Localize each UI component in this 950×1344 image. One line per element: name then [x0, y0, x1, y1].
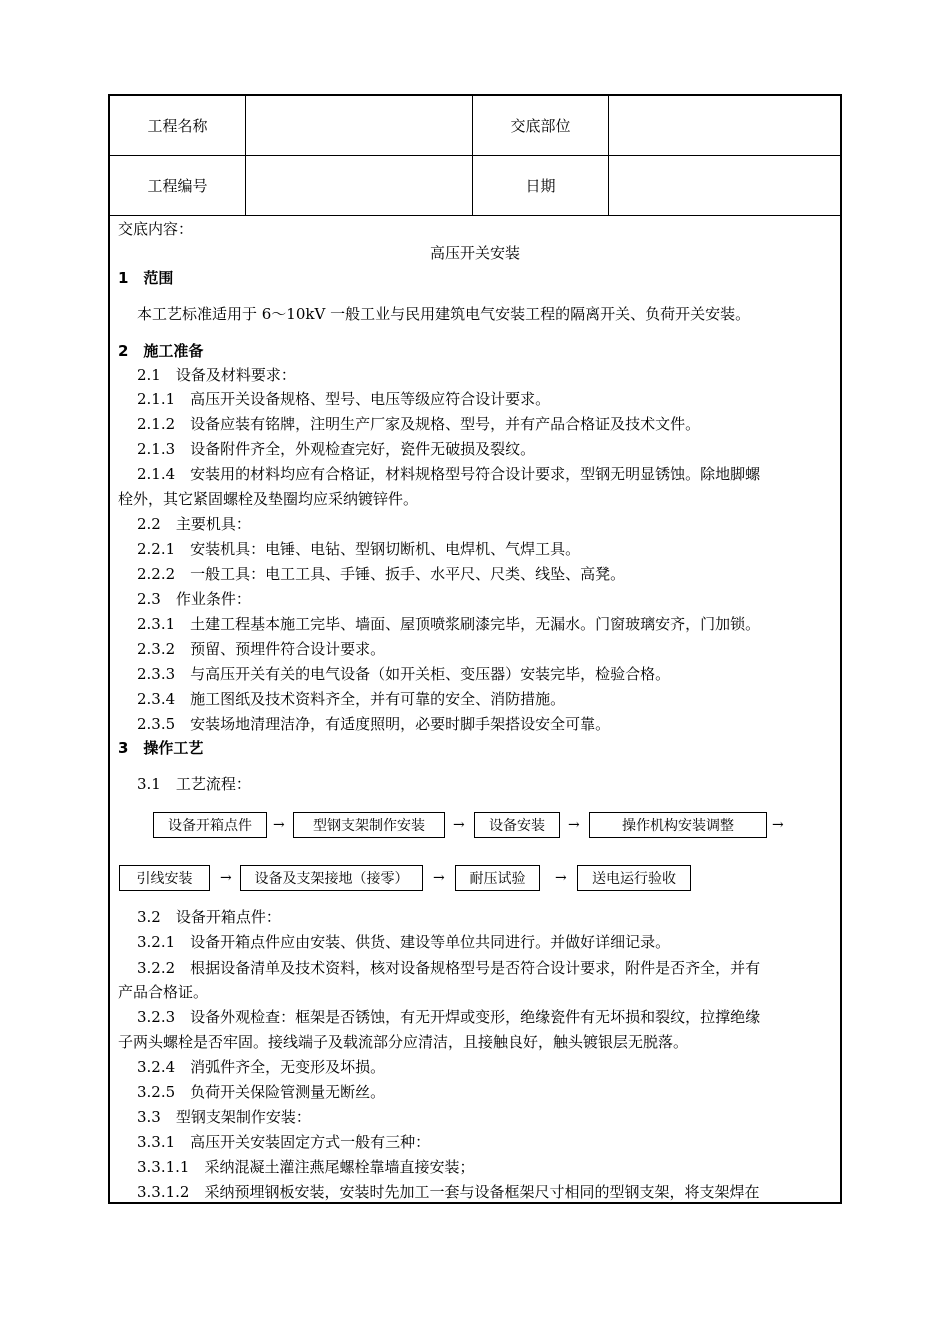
flow-step-unpack: 设备开箱点件 [153, 812, 267, 838]
item-2-3-4: 2.3.4 施工图纸及技术资料齐全，并有可靠的安全、消防措施。 [137, 690, 566, 708]
flow-step-leads: 引线安装 [119, 865, 210, 891]
flow-arrow-3: → [568, 817, 580, 833]
item-3-2-3-line-1: 3.2.3 设备外观检查：框架是否锈蚀，有无开焊或变形，绝缘瓷件有无坏损和裂纹，拉撑绝缘 [137, 1008, 761, 1026]
flow-step-mechanism: 操作机构安装调整 [589, 812, 767, 838]
section-1-heading: 1 范围 [118, 269, 174, 287]
item-2-1-4-line-1: 2.1.4 安装用的材料均应有合格证，材料规格型号符合设计要求，型钢无明显锈蚀。除地脚螺 [137, 465, 761, 483]
item-2-3: 2.3 作业条件： [137, 590, 251, 608]
item-3-3-1-1: 3.3.1.1 采纳混凝土灌注燕尾螺栓靠墙直接安装； [137, 1158, 475, 1176]
project-name-label: 工程名称 [110, 96, 246, 155]
item-2-1-2: 2.1.2 设备应装有铭牌，注明生产厂家及规格、型号，并有产品合格证及技术文件。 [137, 415, 701, 433]
item-2-3-3: 2.3.3 与高压开关有关的电气设备（如开关柜、变压器）安装完毕，检验合格。 [137, 665, 671, 683]
item-3-3-1-2: 3.3.1.2 采纳预埋钢板安装，安装时先加工一套与设备框架尺寸相同的型钢支架，将支架焊在 [137, 1183, 760, 1201]
item-2-2-1: 2.2.1 安装机具：电锤、电钻、型钢切断机、电焊机、气焊工具。 [137, 540, 581, 558]
flow-step-acceptance: 送电运行验收 [577, 865, 691, 891]
item-3-3-1: 3.3.1 高压开关安装固定方式一般有三种： [137, 1133, 431, 1151]
item-3-2: 3.2 设备开箱点件： [137, 908, 281, 926]
project-no-label: 工程编号 [110, 155, 246, 215]
doc-title: 高压开关安装 [429, 244, 520, 262]
intro-label: 交底内容： [118, 220, 194, 238]
item-2-3-5: 2.3.5 安装场地清理洁净，有适度照明，必要时脚手架搭设安全可靠。 [137, 715, 611, 733]
item-3-2-5: 3.2.5 负荷开关保险管测量无断丝。 [137, 1083, 386, 1101]
item-2-1-3: 2.1.3 设备附件齐全，外观检查完好，瓷件无破损及裂纹。 [137, 440, 536, 458]
section-3-heading: 3 操作工艺 [118, 739, 204, 757]
location-label: 交底部位 [473, 96, 609, 155]
header-row-2 [110, 155, 840, 216]
header-row-1 [110, 96, 840, 156]
item-2-2: 2.2 主要机具： [137, 515, 251, 533]
flow-step-voltage-test: 耐压试验 [455, 865, 540, 891]
item-2-1-1: 2.1.1 高压开关设备规格、型号、电压等级应符合设计要求。 [137, 390, 551, 408]
item-2-3-1: 2.3.1 土建工程基本施工完毕、墙面、屋顶喷浆刷漆完毕，无漏水。门窗玻璃安齐，门加锁。 [137, 615, 761, 633]
date-field[interactable] [609, 155, 840, 215]
flow-step-grounding: 设备及支架接地（接零） [240, 865, 423, 891]
flow-arrow-6: → [433, 870, 445, 886]
flow-arrow-4: → [772, 817, 784, 833]
flow-step-install: 设备安装 [474, 812, 560, 838]
item-3-2-2-line-2: 产品合格证。 [118, 983, 209, 1001]
flow-step-bracket: 型钢支架制作安装 [293, 812, 445, 838]
item-3-1: 3.1 工艺流程： [137, 775, 251, 793]
item-3-2-4: 3.2.4 消弧件齐全，无变形及坏损。 [137, 1058, 386, 1076]
item-3-2-3-line-2: 子两头螺栓是否牢固。接线端子及载流部分应清洁，且接触良好，触头镀银层无脱落。 [118, 1033, 689, 1051]
date-label: 日期 [473, 155, 609, 215]
item-3-3: 3.3 型钢支架制作安装： [137, 1108, 311, 1126]
item-2-2-2: 2.2.2 一般工具：电工工具、手锤、扳手、水平尺、尺类、线坠、高凳。 [137, 565, 626, 583]
flow-arrow-1: → [273, 817, 285, 833]
project-name-field[interactable] [246, 96, 473, 155]
item-2-1: 2.1 设备及材料要求： [137, 366, 296, 384]
document-form [108, 94, 842, 1204]
flow-arrow-7: → [555, 870, 567, 886]
location-field[interactable] [609, 96, 840, 155]
section-1-text: 本工艺标准适用于 6～10kV 一般工业与民用建筑电气安装工程的隔离开关、负荷开关安装。 [137, 305, 751, 323]
flow-arrow-2: → [453, 817, 465, 833]
flow-arrow-5: → [220, 870, 232, 886]
item-3-2-1: 3.2.1 设备开箱点件应由安装、供货、建设等单位共同进行。并做好详细记录。 [137, 933, 671, 951]
project-no-field[interactable] [246, 155, 473, 215]
section-2-heading: 2 施工准备 [118, 342, 204, 360]
item-2-3-2: 2.3.2 预留、预埋件符合设计要求。 [137, 640, 386, 658]
item-2-1-4-line-2: 栓外，其它紧固螺栓及垫圈均应采纳镀锌件。 [118, 490, 419, 508]
item-3-2-2-line-1: 3.2.2 根据设备清单及技术资料，核对设备规格型号是否符合设计要求，附件是否齐全，并有 [137, 959, 761, 977]
